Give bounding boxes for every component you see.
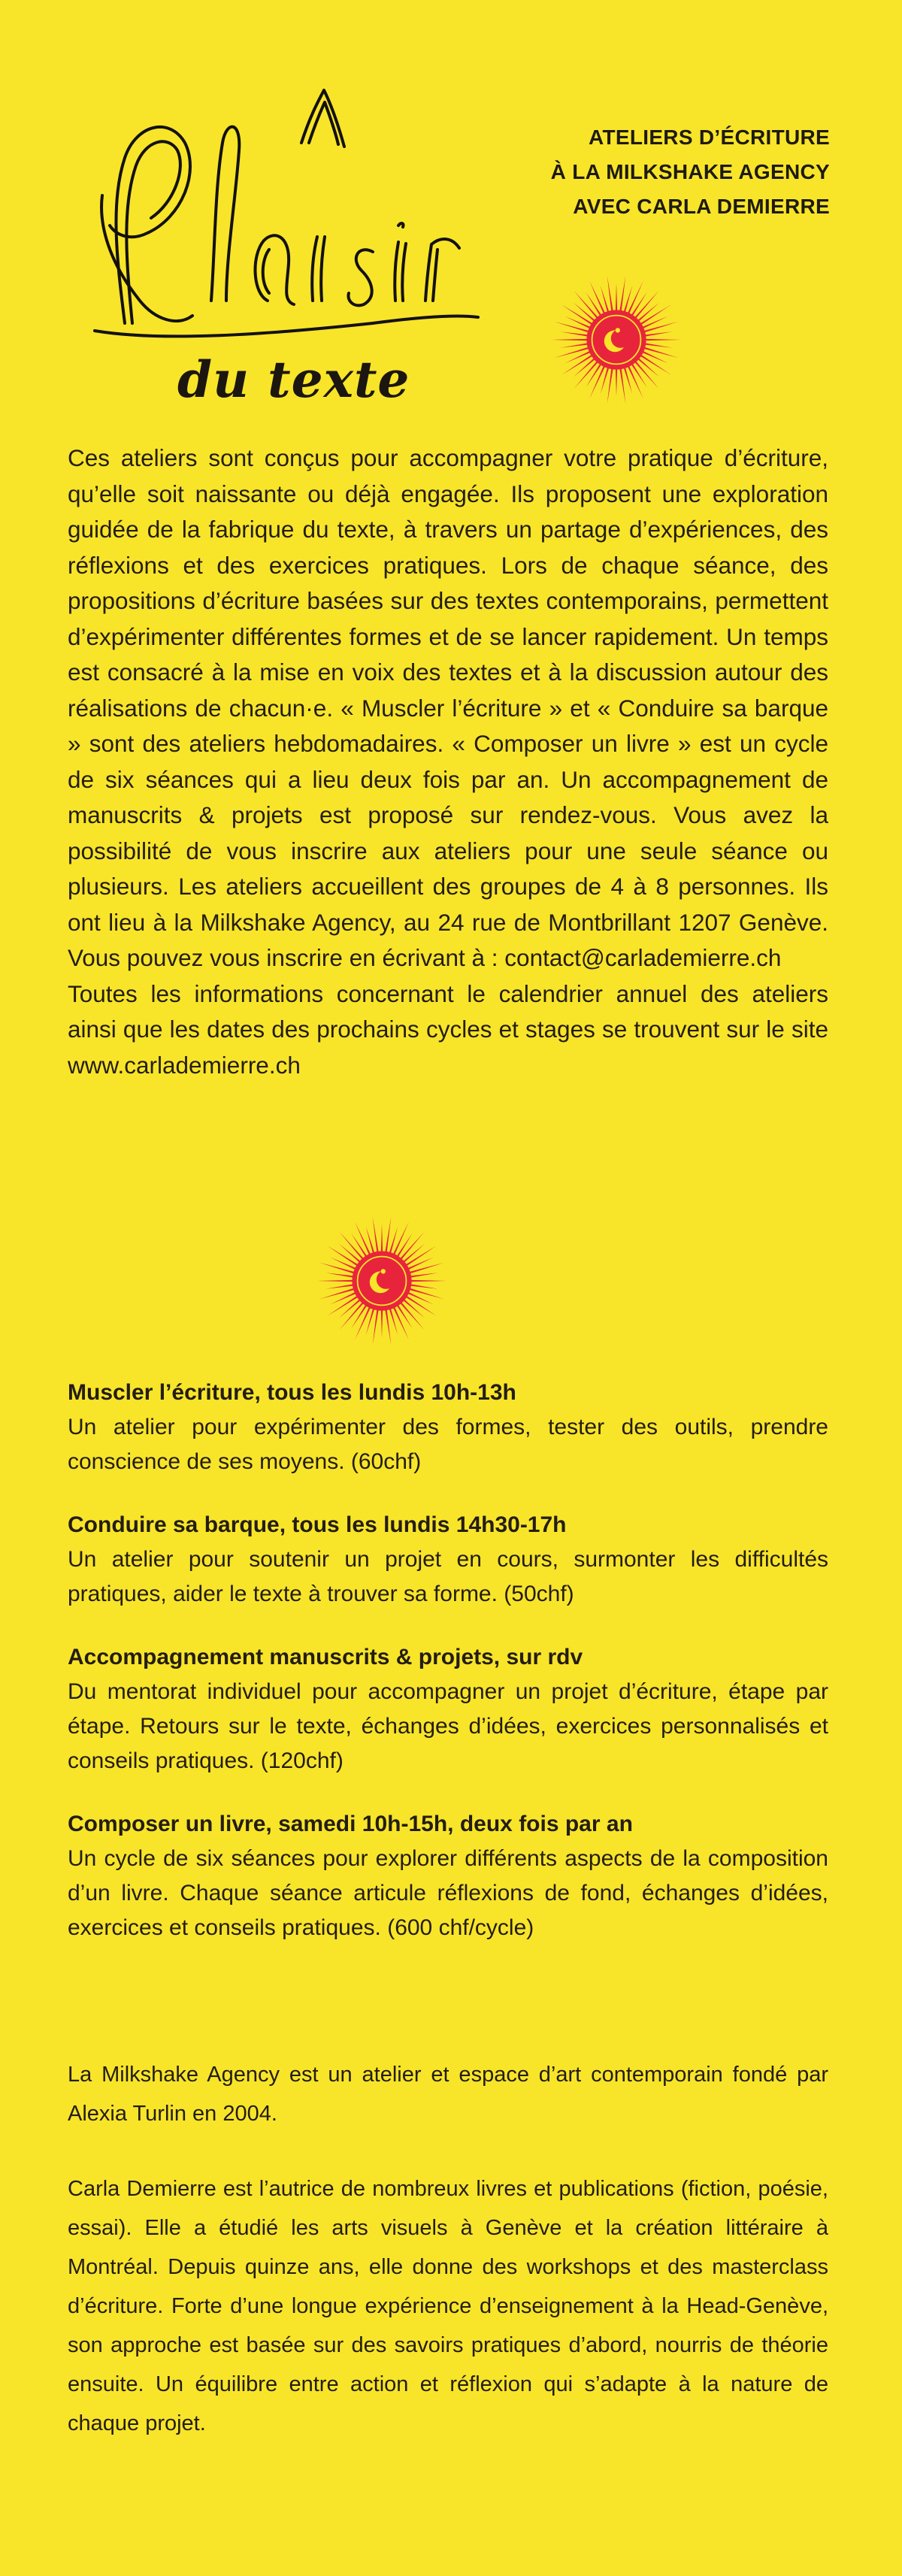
header-line-2: À LA MILKSHAKE AGENCY	[550, 160, 830, 183]
header-line-1: ATELIERS D’ÉCRITURE	[589, 126, 830, 149]
workshop-item	[68, 1376, 828, 1479]
workshop-description: Un atelier pour soutenir un projet en cours, surmonter les difficultés pratiques, aider le texte à trouver sa forme. (50chf)	[68, 1547, 828, 1606]
intro-text	[68, 440, 828, 1083]
about-milkshake: La Milkshake Agency est un atelier et espace d’art contemporain fondé par Alexia Turlin en 2004.	[68, 2063, 828, 2126]
workshop-title: Conduire sa barque, tous les lundis 14h30-17h	[68, 1512, 567, 1537]
workshop-title: Composer un livre, samedi 10h-15h, deux fois par an	[68, 1812, 633, 1836]
workshop-list	[68, 1376, 828, 1974]
workshop-description: Un cycle de six séances pour explorer différents aspects de la composition d’un livre. Chaque séance articule réflexions de fond, échanges d’idées, exercices et conseils pratiques. (600 chf/cycle)	[68, 1846, 828, 1940]
intro-paragraph-info: Toutes les informations concernant le calendrier annuel des ateliers ainsi que les dates des prochains cycles et stages se trouvent sur le site www.carlademierre.ch	[68, 979, 828, 1079]
intro-paragraph: Ces ateliers sont conçus pour accompagner votre pratique d’écriture, qu’elle soit naissante ou déjà engagée. Ils proposent une exploration guidée de la fabrique du texte, à travers un partage d’expériences, des réflexions et des exercices pratiques. Lors de chaque séance, des propositions d’écriture basées sur des textes contemporains, permettent d’expérimenter différentes formes et de se lancer rapidement. Un temps est consacré à la mise en voix des textes et à la discussion autour des réalisations de chacun·e. « Muscler l’écriture » et « Conduire sa barque » sont des ateliers hebdomadaires. « Composer un livre » est un cycle de six séances qui a lieu deux fois par an. Un accompagnement de manuscrits & projets est proposé sur rendez-vous. Vous avez la possibilité de vous inscrire aux ateliers pour une seule séance ou plusieurs. Les ateliers accueillent des groupes de 4 à 8 personnes. Ils ont lieu à la Milkshake Agency, au 24 rue de Montbrillant 1207 Genève. Vous pouvez vous inscrire en écrivant à : contact@carlademierre.ch	[68, 444, 828, 971]
header-line-3: AVEC CARLA DEMIERRE	[573, 195, 830, 218]
workshop-description: Un atelier pour expérimenter des formes, tester des outils, prendre conscience de ses moyens. (60chf)	[68, 1415, 828, 1474]
header-lines	[551, 120, 830, 224]
workshop-description: Du mentorat individuel pour accompagner un projet d’écriture, étape par étape. Retours sur le texte, échanges d’idées, exercices personnalisés et conseils pratiques. (120chf)	[68, 1679, 828, 1773]
workshop-title: Accompagnement manuscrits & projets, sur rdv	[68, 1645, 583, 1669]
sun-stamp-icon	[549, 272, 684, 407]
about-section	[68, 2055, 828, 2479]
workshop-item	[68, 1807, 828, 1945]
sun-stamp-icon	[314, 1213, 449, 1349]
workshop-item	[68, 1508, 828, 1612]
about-carla: Carla Demierre est l’autrice de nombreux livres et publications (fiction, poésie, essai). Elle a étudié les arts visuels à Genève et la création littéraire à Montréal. Depuis quinze ans, elle donne des workshops et des masterclass d’écriture. Forte d’une longue expérience d’enseignement à la Head-Genève, son approche est basée sur des savoirs pratiques d’abord, nourris de théorie ensuite. Un équilibre entre action et réflexion qui s’adapte à la nature de chaque projet.	[68, 2177, 828, 2435]
workshop-item	[68, 1640, 828, 1778]
workshop-title: Muscler l’écriture, tous les lundis 10h-13h	[68, 1380, 516, 1405]
logo-subtitle: du texte	[177, 350, 410, 409]
